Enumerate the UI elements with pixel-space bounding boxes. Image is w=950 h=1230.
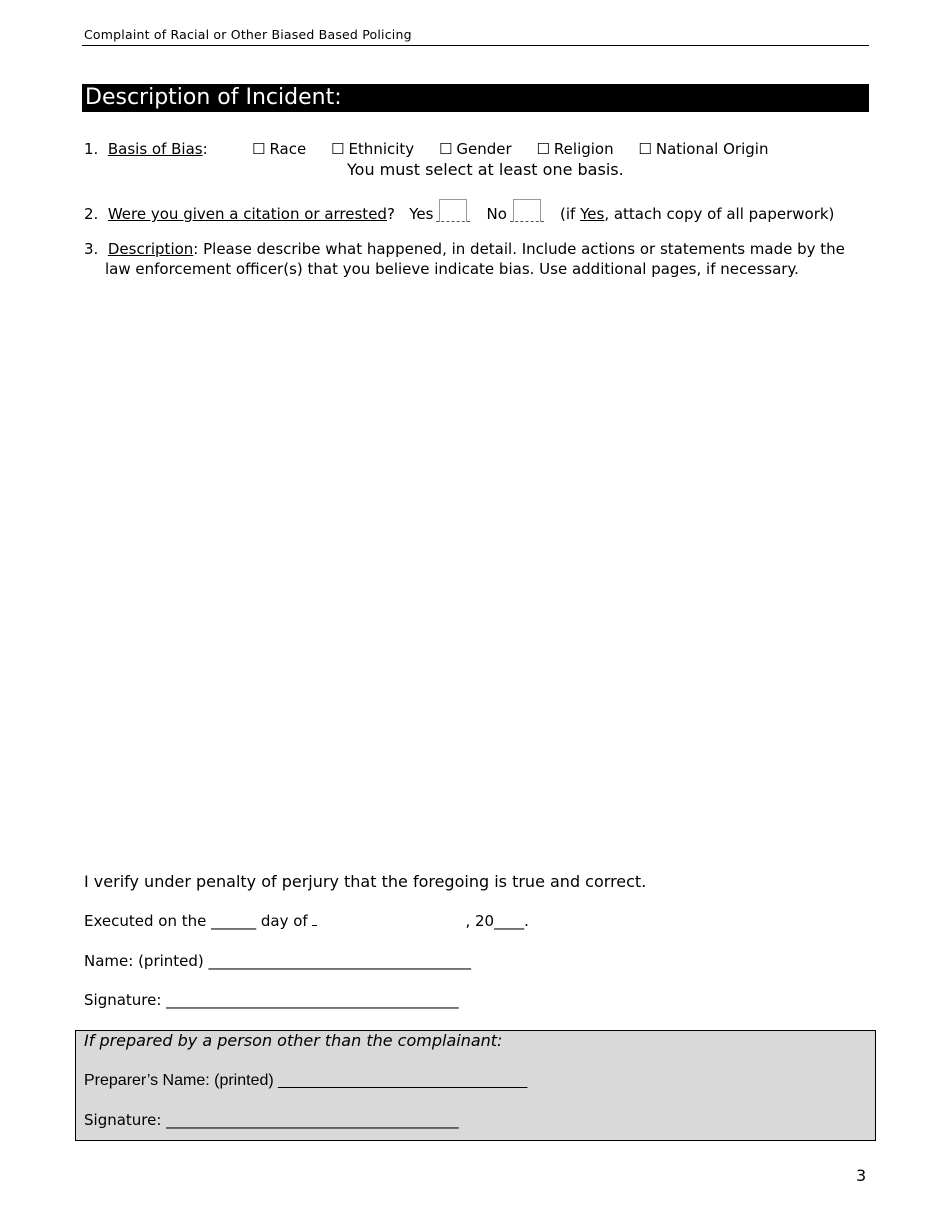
question-2-number: 2. [84, 205, 99, 223]
executed-month-blank[interactable] [312, 925, 317, 926]
question-2-qmark: ? [386, 205, 395, 223]
section-title: Description of Incident: [82, 84, 869, 112]
option-gender[interactable] [439, 140, 512, 158]
citation-no-box[interactable] [513, 199, 541, 222]
option-race[interactable] [252, 140, 306, 158]
executed-line[interactable] [84, 912, 529, 930]
bias-options [252, 140, 768, 158]
preparer-name-line[interactable]: Preparer’s Name: (printed) ____________________________ [84, 1072, 528, 1089]
verification-statement: I verify under penalty of perjury that the foregoing is true and correct. [84, 872, 647, 891]
question-1-number: 1. [84, 140, 99, 158]
question-1 [84, 140, 208, 158]
citation-yes-label: Yes [409, 205, 434, 223]
header-divider [82, 45, 869, 46]
option-religion-label: Religion [553, 140, 614, 158]
citation-note-suffix: , attach copy of all paperwork) [604, 205, 835, 223]
description-text-area[interactable] [84, 290, 869, 860]
option-national-origin-label: National Origin [655, 140, 769, 158]
question-1-label: Basis of Bias [107, 140, 203, 158]
question-3-text-line2: law enforcement officer(s) that you believe indicate bias. Use additional pages, if necessary. [105, 260, 799, 278]
question-1-colon: : [202, 140, 208, 158]
executed-suffix: , 20____. [465, 912, 529, 930]
question-3-text-line1: : Please describe what happened, in detail. Include actions or statements made by the [193, 240, 845, 258]
page-number: 3 [856, 1166, 867, 1185]
national-origin-checkbox-icon[interactable]: ☐ [638, 140, 652, 158]
bias-required-note: You must select at least one basis. [347, 160, 624, 179]
option-race-label: Race [269, 140, 307, 158]
option-gender-label: Gender [456, 140, 512, 158]
citation-no-label: No [486, 205, 507, 223]
question-3-label: Description [107, 240, 194, 258]
name-printed-line[interactable]: Name: (printed) ___________________________________ [84, 952, 472, 970]
race-checkbox-icon[interactable]: ☐ [252, 140, 266, 158]
option-ethnicity[interactable] [331, 140, 414, 158]
gender-checkbox-icon[interactable]: ☐ [438, 140, 453, 158]
question-2 [84, 199, 834, 223]
question-3 [84, 240, 845, 258]
citation-yes-box[interactable] [439, 199, 467, 222]
page-header-title: Complaint of Racial or Other Biased Based Policing [84, 27, 412, 42]
preparer-signature-line[interactable]: Signature: _______________________________________ [84, 1111, 459, 1129]
citation-note-prefix: (if [560, 205, 581, 223]
ethnicity-checkbox-icon[interactable]: ☐ [331, 140, 345, 158]
question-3-number: 3. [84, 240, 99, 258]
executed-prefix: Executed on the ______ day of [84, 912, 313, 930]
option-ethnicity-label: Ethnicity [348, 140, 415, 158]
option-religion[interactable] [536, 140, 613, 158]
preparer-heading: If prepared by a person other than the complainant: [84, 1031, 503, 1050]
question-2-label: Were you given a citation or arrested [107, 205, 387, 223]
citation-note-yes: Yes [580, 205, 605, 223]
option-national-origin[interactable] [638, 140, 768, 158]
religion-checkbox-icon[interactable]: ☐ [536, 140, 550, 158]
signature-line[interactable]: Signature: _______________________________________ [84, 991, 459, 1009]
